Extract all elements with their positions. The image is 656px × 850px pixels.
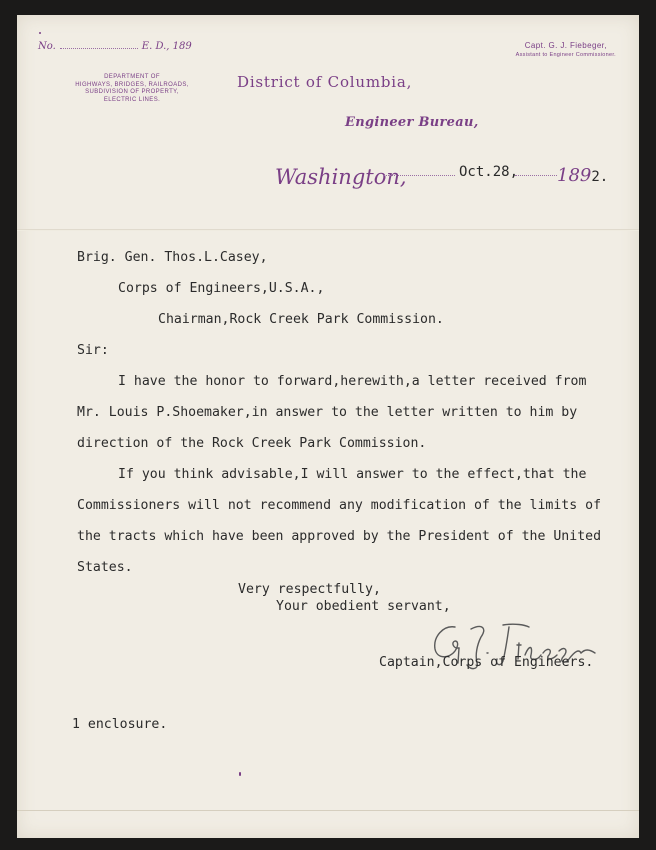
year-suffix: 2. (591, 169, 609, 185)
body-line: Mr. Louis P.Shoemaker,in answer to the letter written to him by (77, 405, 578, 420)
department-line: ELECTRIC LINES. (103, 96, 161, 103)
body-line: Commissioners will not recommend any modification of the limits of (77, 498, 602, 513)
number-prefix: No. (38, 41, 56, 52)
captain-heading (516, 41, 616, 58)
bureau-title: Engineer Bureau, (345, 115, 479, 130)
date-value: Oct.28, (459, 164, 519, 180)
number-blank-line (60, 48, 138, 49)
recipient-line: Chairman,Rock Creek Park Commission. (158, 312, 444, 327)
file-number-field (38, 41, 192, 52)
salutation: Sir: (77, 343, 109, 358)
fold-line (17, 810, 639, 811)
date-blank-line (383, 174, 455, 176)
body-line: the tracts which have been approved by the President of the United (77, 529, 602, 544)
closing-line: Your obedient servant, (276, 599, 451, 614)
fold-line (17, 229, 639, 231)
department-line: DEPARTMENT OF (104, 74, 160, 80)
letter-sheet (17, 15, 639, 838)
year-prefix: 189 (557, 165, 592, 186)
ed-suffix: E. D., 189 (141, 41, 192, 52)
ink-speck (239, 772, 241, 776)
recipient-line: Corps of Engineers,U.S.A., (118, 281, 325, 296)
body-line: I have the honor to forward,herewith,a letter received from (118, 374, 587, 389)
department-block (57, 74, 207, 104)
body-line: If you think advisable,I will answer to the effect,that the (118, 467, 587, 482)
enclosure-note: 1 enclosure. (72, 717, 168, 732)
captain-name: Capt. G. J. Fiebeger, (524, 41, 607, 50)
recipient-line: Brig. Gen. Thos.L.Casey, (77, 250, 268, 265)
year-field (557, 165, 608, 186)
city-label: Washington, (275, 165, 407, 189)
department-line: SUBDIVISION OF PROPERTY, (85, 89, 179, 95)
body-line: direction of the Rock Creek Park Commission. (77, 436, 427, 451)
body-line: States. (77, 560, 133, 575)
closing-line: Very respectfully, (238, 582, 381, 597)
district-title: District of Columbia, (237, 73, 413, 91)
date-blank-line (515, 174, 557, 176)
ink-speck (39, 32, 41, 34)
captain-title: Assistant to Engineer Commissioner. (515, 52, 616, 58)
department-line: HIGHWAYS, BRIDGES, RAILROADS, (75, 81, 189, 88)
signer-title: Captain,Corps of Engineers. (379, 655, 594, 670)
